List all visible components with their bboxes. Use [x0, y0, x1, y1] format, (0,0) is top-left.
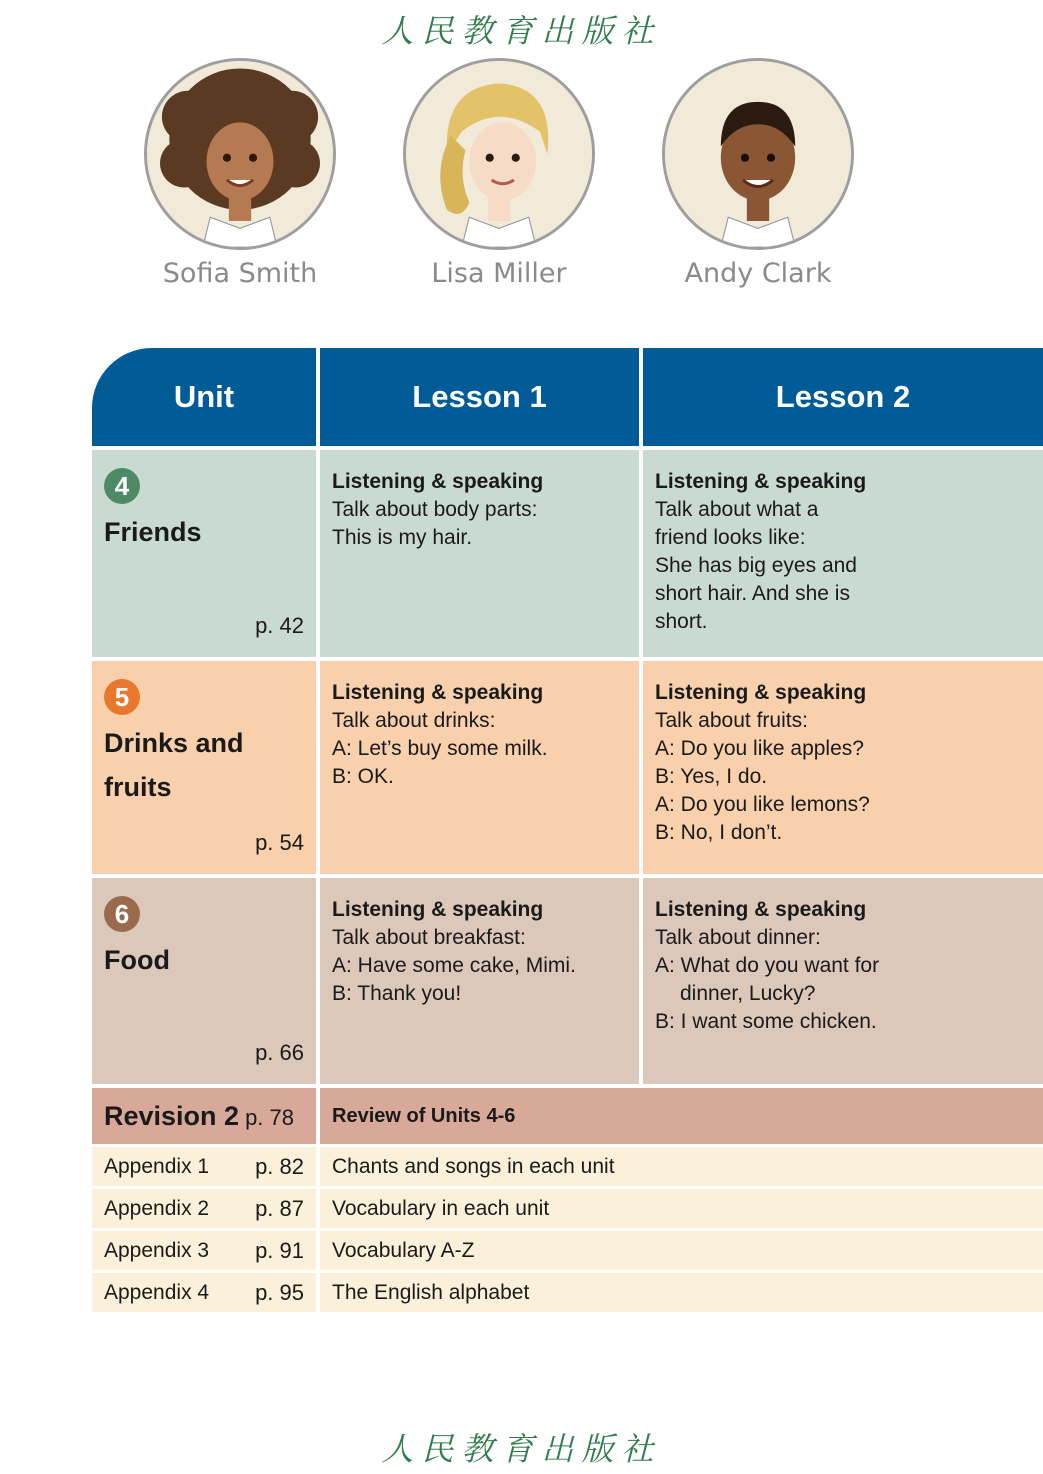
- character-name: Andy Clark: [684, 258, 832, 289]
- character-name: Lisa Miller: [431, 258, 567, 289]
- lesson-2-cell: [643, 661, 1043, 874]
- unit-number-badge: 4: [104, 468, 140, 504]
- appendix-label-cell: [92, 1273, 320, 1312]
- lesson-line: A: Let’s buy some milk.: [332, 737, 548, 760]
- lesson-1-cell: [320, 661, 643, 874]
- unit-cell: [92, 450, 320, 657]
- lisa-avatar: [403, 58, 595, 250]
- appendix-label-cell: [92, 1189, 320, 1228]
- revision-page: p. 78: [245, 1105, 294, 1130]
- appendix-label-cell: [92, 1147, 320, 1186]
- lesson-heading: Listening & speaking: [332, 681, 544, 704]
- lesson-heading: Listening & speaking: [655, 681, 867, 704]
- revision-description: Review of Units 4-6: [332, 1104, 516, 1127]
- contents-table: [92, 348, 1043, 1312]
- lesson-line: dinner, Lucky?: [680, 982, 816, 1005]
- unit-cell: [92, 878, 320, 1084]
- lesson-line: This is my hair.: [332, 526, 473, 549]
- unit-page: p. 42: [255, 613, 304, 638]
- lesson-line: B: I want some chicken.: [655, 1010, 877, 1033]
- lesson-heading: Listening & speaking: [655, 898, 867, 921]
- revision-cell: [92, 1088, 320, 1144]
- publisher-watermark-top: 人民教育出版社: [381, 12, 662, 50]
- header-lesson-2: Lesson 2: [775, 379, 911, 414]
- header-unit: Unit: [92, 348, 320, 446]
- lesson-line: short.: [655, 610, 708, 633]
- appendix-page: p. 82: [255, 1153, 304, 1179]
- lesson-line: Talk about breakfast:: [332, 926, 526, 949]
- appendix-page: p. 95: [255, 1279, 304, 1305]
- lesson-line: A: Do you like lemons?: [655, 793, 870, 816]
- lesson-line: Talk about body parts:: [332, 498, 538, 521]
- character-andy: [662, 58, 854, 289]
- unit-number-badge: 6: [104, 896, 140, 932]
- lesson-line: She has big eyes and: [655, 554, 857, 577]
- unit-row-6: [92, 874, 1043, 1084]
- andy-avatar: [662, 58, 854, 250]
- lesson-line: friend looks like:: [655, 526, 806, 549]
- publisher-watermark-bottom: 人民教育出版社: [381, 1430, 662, 1468]
- lesson-heading: Listening & speaking: [655, 470, 867, 493]
- appendix-description: Vocabulary in each unit: [332, 1196, 550, 1220]
- revision-description-cell: [320, 1088, 1043, 1144]
- lesson-line: A: Have some cake, Mimi.: [332, 954, 576, 977]
- unit-row-4: [92, 446, 1043, 657]
- unit-number-badge: 5: [104, 679, 140, 715]
- appendix-label: Appendix 1: [104, 1154, 210, 1178]
- appendix-label-cell: [92, 1231, 320, 1270]
- unit-cell: [92, 661, 320, 874]
- lesson-heading: Listening & speaking: [332, 898, 544, 921]
- appendix-row: [92, 1144, 1043, 1186]
- table-header: [92, 348, 1043, 446]
- appendix-description: The English alphabet: [332, 1280, 530, 1304]
- appendix-label: Appendix 2: [104, 1196, 210, 1220]
- lesson-line: A: Do you like apples?: [655, 737, 864, 760]
- appendix-row: [92, 1186, 1043, 1228]
- revision-title: Revision 2: [104, 1100, 240, 1131]
- lesson-1-cell: [320, 878, 643, 1084]
- lesson-line: short hair. And she is: [655, 582, 850, 605]
- lesson-line: B: Yes, I do.: [655, 765, 768, 788]
- lesson-2-cell: [643, 450, 1043, 657]
- lesson-line: Talk about what a: [655, 498, 819, 521]
- appendix-page: p. 91: [255, 1237, 304, 1263]
- revision-row: [92, 1084, 1043, 1144]
- lesson-line: B: No, I don’t.: [655, 821, 783, 844]
- unit-title-line: fruits: [104, 772, 172, 802]
- lesson-line: Talk about drinks:: [332, 709, 496, 732]
- lesson-line: B: OK.: [332, 765, 394, 788]
- appendix-label: Appendix 4: [104, 1280, 210, 1304]
- character-name: Sofia Smith: [162, 258, 318, 289]
- appendix-description: Vocabulary A-Z: [332, 1238, 475, 1262]
- appendix-row: [92, 1228, 1043, 1270]
- lesson-line: Talk about dinner:: [655, 926, 821, 949]
- lesson-line: Talk about fruits:: [655, 709, 808, 732]
- unit-page: p. 54: [255, 830, 304, 855]
- sofia-avatar: [144, 58, 336, 250]
- appendix-page: p. 87: [255, 1195, 304, 1221]
- appendix-label: Appendix 3: [104, 1238, 210, 1262]
- lesson-heading: Listening & speaking: [332, 470, 544, 493]
- unit-title: Friends: [104, 517, 202, 547]
- appendix-description: Chants and songs in each unit: [332, 1154, 615, 1178]
- unit-row-5: [92, 657, 1043, 874]
- lesson-1-cell: [320, 450, 643, 657]
- lesson-2-cell: [643, 878, 1043, 1084]
- header-lesson-1: Lesson 1: [320, 348, 643, 446]
- character-lisa: [403, 58, 595, 289]
- lesson-line: A: What do you want for: [655, 954, 880, 977]
- character-sofia: [144, 58, 336, 289]
- lesson-line: B: Thank you!: [332, 982, 462, 1005]
- unit-page: p. 66: [255, 1040, 304, 1065]
- unit-title: Food: [104, 945, 170, 975]
- appendix-row: [92, 1270, 1043, 1312]
- unit-title-line: Drinks and: [104, 728, 244, 758]
